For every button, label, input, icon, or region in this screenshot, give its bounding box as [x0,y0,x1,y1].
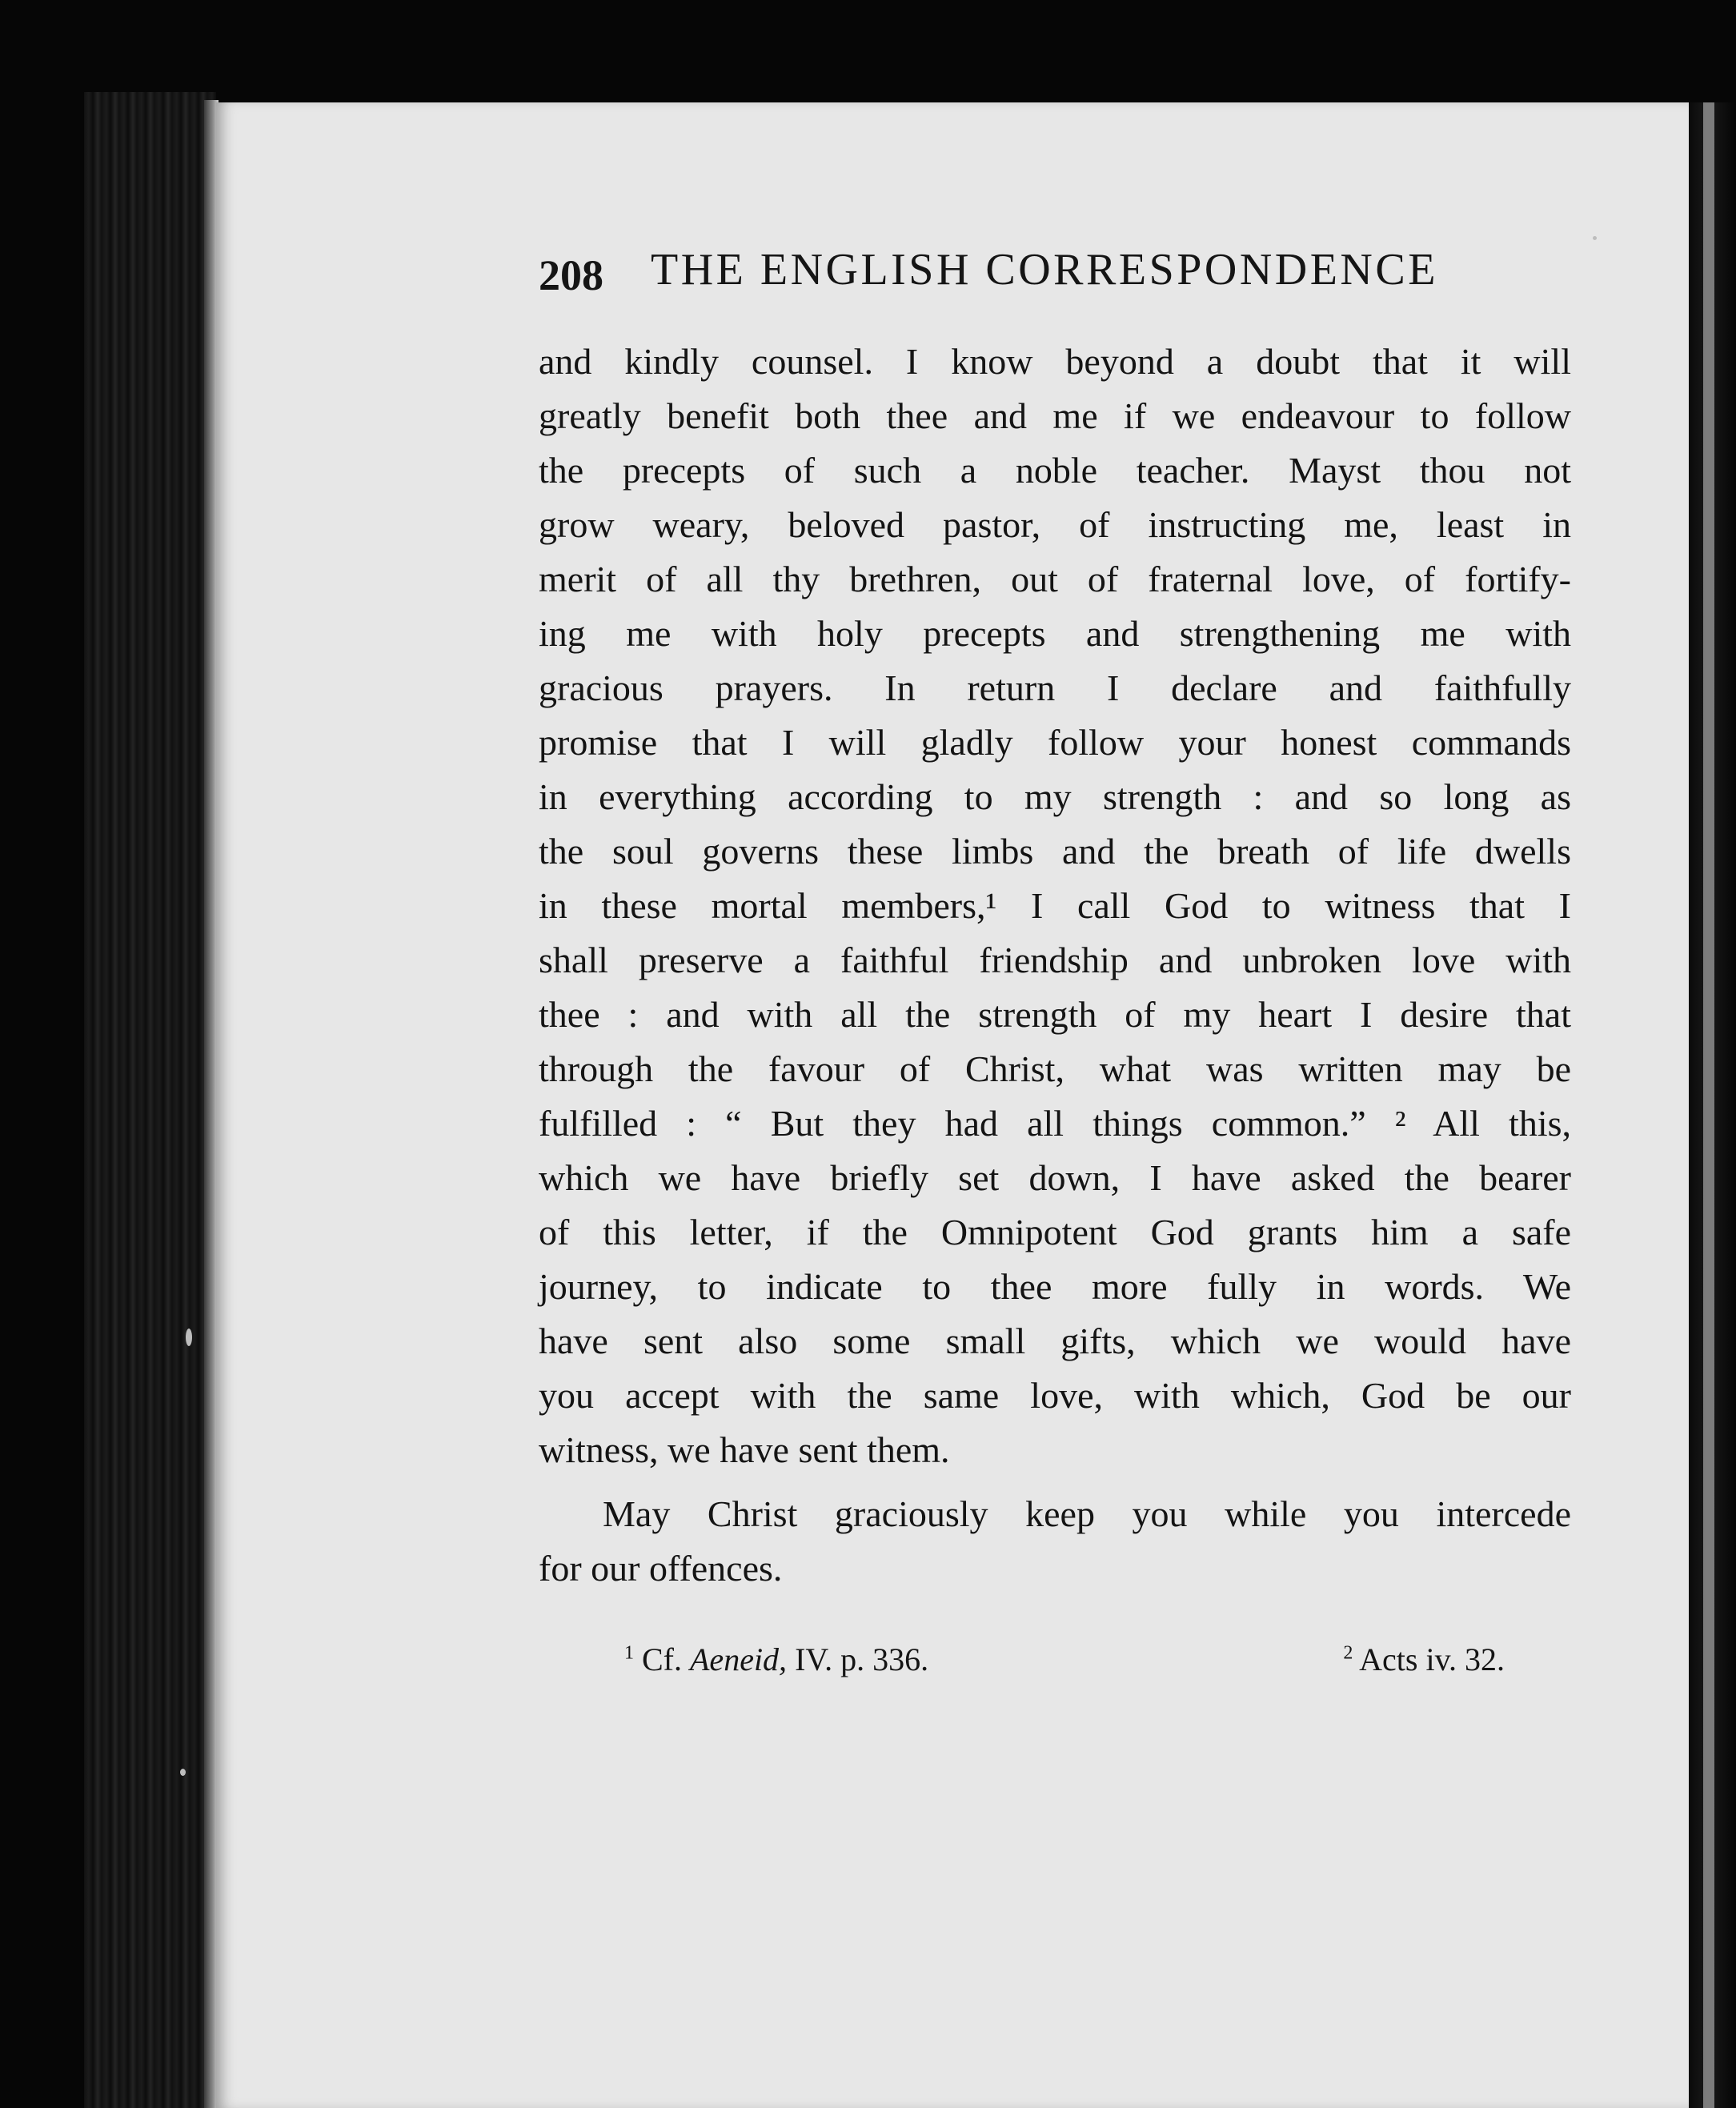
body-line: shall preserve a faithful friendship and unbroken love with [539,940,1571,980]
book-spine [84,92,216,2108]
footnote-1 [624,1641,928,1678]
body-line: ing me with holy precepts and strengthening me with [539,613,1571,654]
body-line: greatly benefit both thee and me if we endeavour to follow [539,395,1571,436]
body-line: fulfilled : “ But they had all things common.” ² All this, [539,1103,1571,1144]
footnote-1-marker: 1 [624,1642,634,1664]
body-line: thee : and with all the strength of my heart I desire that [539,994,1571,1035]
dust-speck [186,1329,192,1346]
running-title: THE ENGLISH CORRESPONDENCE [651,245,1438,295]
footnote-2-marker: 2 [1343,1642,1353,1664]
body-line: in these mortal members,¹ I call God to witness that I [539,885,1571,926]
dust-speck [180,1769,186,1776]
page-number: 208 [539,251,603,299]
footnotes [624,1641,1505,1697]
body-line: and kindly counsel. I know beyond a doubt that it will [539,341,1571,382]
body-line: promise that I will gladly follow your honest commands [539,722,1571,763]
body-line: through the favour of Christ, what was written may be [539,1048,1571,1089]
body-line: you accept with the same love, with which, God be our [539,1375,1571,1416]
next-page-sliver [1703,102,1714,2108]
body-line: grow weary, beloved pastor, of instructing me, least in [539,504,1571,545]
body-line: journey, to indicate to thee more fully in words. We [539,1266,1571,1307]
body-line: have sent also some small gifts, which we would have [539,1321,1571,1361]
dust-speck [1593,236,1597,240]
body-line: gracious prayers. In return I declare and faithfully [539,667,1571,708]
body-line: witness, we have sent them. [539,1429,950,1470]
running-header [539,244,1579,308]
closing-line: for our offences. [539,1548,783,1589]
footnote-1-title: Aeneid, [690,1641,788,1677]
body-line: the precepts of such a noble teacher. Mayst thou not [539,450,1571,491]
body-line: of this letter, if the Omnipotent God grants him a safe [539,1212,1571,1252]
body-line: the soul governs these limbs and the breath of life dwells [539,831,1571,872]
body-line: in everything according to my strength : and so long as [539,776,1571,817]
closing-line: May Christ graciously keep you while you intercede [603,1493,1571,1534]
footnote-1-prefix: Cf. [642,1641,682,1677]
footnote-1-ref: IV. p. 336. [795,1641,929,1677]
body-line: which we have briefly set down, I have asked the bearer [539,1157,1571,1198]
body-line: merit of all thy brethren, out of fraternal love, of fortify- [539,559,1571,599]
footnote-2-text: Acts iv. 32. [1359,1641,1505,1677]
footnote-2 [1343,1641,1505,1678]
